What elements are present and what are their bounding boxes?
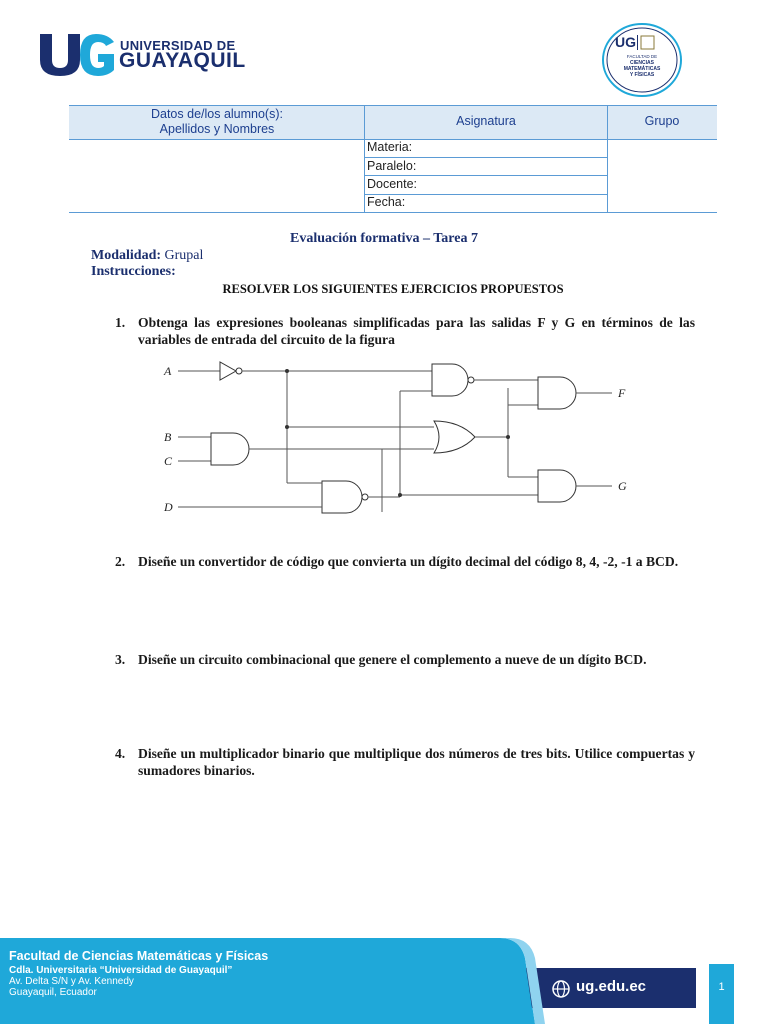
exercise-item-3 [115, 651, 695, 668]
svg-text:FACULTAD DE: FACULTAD DE [626, 54, 658, 59]
page-title: Evaluación formativa – Tarea 7 [290, 231, 478, 246]
website-link[interactable]: ug.edu.ec [576, 978, 647, 995]
footer-address-line3: Guayaquil, Ecuador [9, 987, 97, 998]
input-label-b: B [164, 430, 172, 444]
exercise-text: Diseñe un convertidor de código que convierta un dígito decimal del código 8, 4, -2, -1 a BCD. [138, 554, 679, 569]
page-number-box [709, 964, 734, 1024]
svg-text:CIENCIAS: CIENCIAS [630, 60, 654, 66]
university-name-line2: GUAYAQUIL [119, 49, 246, 72]
exercise-text: Diseñe un circuito combinacional que genere el complemento a nueve de un dígito BCD. [138, 652, 647, 667]
footer-address-line2: Av. Delta S/N y Av. Kennedy [9, 976, 134, 987]
exercise-number: 4. [115, 746, 126, 761]
student-info-table [69, 105, 717, 213]
instrucciones-label: Instrucciones: [91, 264, 176, 279]
exercise-text: Diseñe un multiplicador binario que multiplique dos números de tres bits. Utilice compuertas y sumadores binarios. [138, 746, 695, 778]
exercise-item-2 [115, 553, 695, 570]
exercise-number: 1. [115, 315, 126, 330]
modalidad-label: Modalidad: [91, 248, 162, 263]
row-label-docente: Docente: [367, 177, 418, 191]
university-name-line1: UNIVERSIDAD DE [120, 38, 236, 53]
footer-address-line1: Cdla. Universitaria “Universidad de Guayaquil” [9, 965, 233, 976]
svg-text:UG: UG [615, 34, 636, 50]
exercise-number: 3. [115, 652, 126, 667]
col-header-students-line2: Apellidos y Nombres [159, 121, 275, 136]
input-label-a: A [164, 364, 172, 378]
logic-circuit-diagram [150, 355, 640, 520]
university-logo-icon [38, 30, 116, 78]
modalidad-line [91, 248, 203, 264]
page-number: 1 [718, 981, 725, 993]
input-label-c: C [164, 454, 173, 468]
output-label-f: F [618, 386, 626, 400]
col-header-subject: Asignatura [456, 114, 516, 128]
faculty-seal-icon [601, 22, 683, 98]
globe-icon [552, 980, 570, 998]
footer-faculty: Facultad de Ciencias Matemáticas y Físicas [9, 949, 269, 963]
col-header-group: Grupo [644, 114, 680, 128]
col-header-students-line1: Datos de/los alumno(s): [150, 106, 283, 121]
instruction-heading: RESOLVER LOS SIGUIENTES EJERCICIOS PROPUESTOS [222, 282, 564, 296]
input-label-d: D [164, 500, 173, 514]
output-label-g: G [618, 479, 627, 493]
exercise-item-1 [115, 314, 695, 348]
row-label-materia: Materia: [367, 140, 413, 154]
exercise-item-4 [115, 745, 695, 779]
svg-text:Y FÍSICAS: Y FÍSICAS [629, 72, 655, 78]
exercise-text: Obtenga las expresiones booleanas simplificadas para las salidas F y G en términos de las variables de entrada del circuito de la figura [138, 315, 695, 347]
row-label-fecha: Fecha: [367, 195, 406, 209]
row-label-paralelo: Paralelo: [367, 159, 417, 173]
exercise-number: 2. [115, 554, 126, 569]
svg-text:MATEMÁTICAS: MATEMÁTICAS [623, 66, 661, 72]
modalidad-value: Grupal [164, 248, 204, 263]
